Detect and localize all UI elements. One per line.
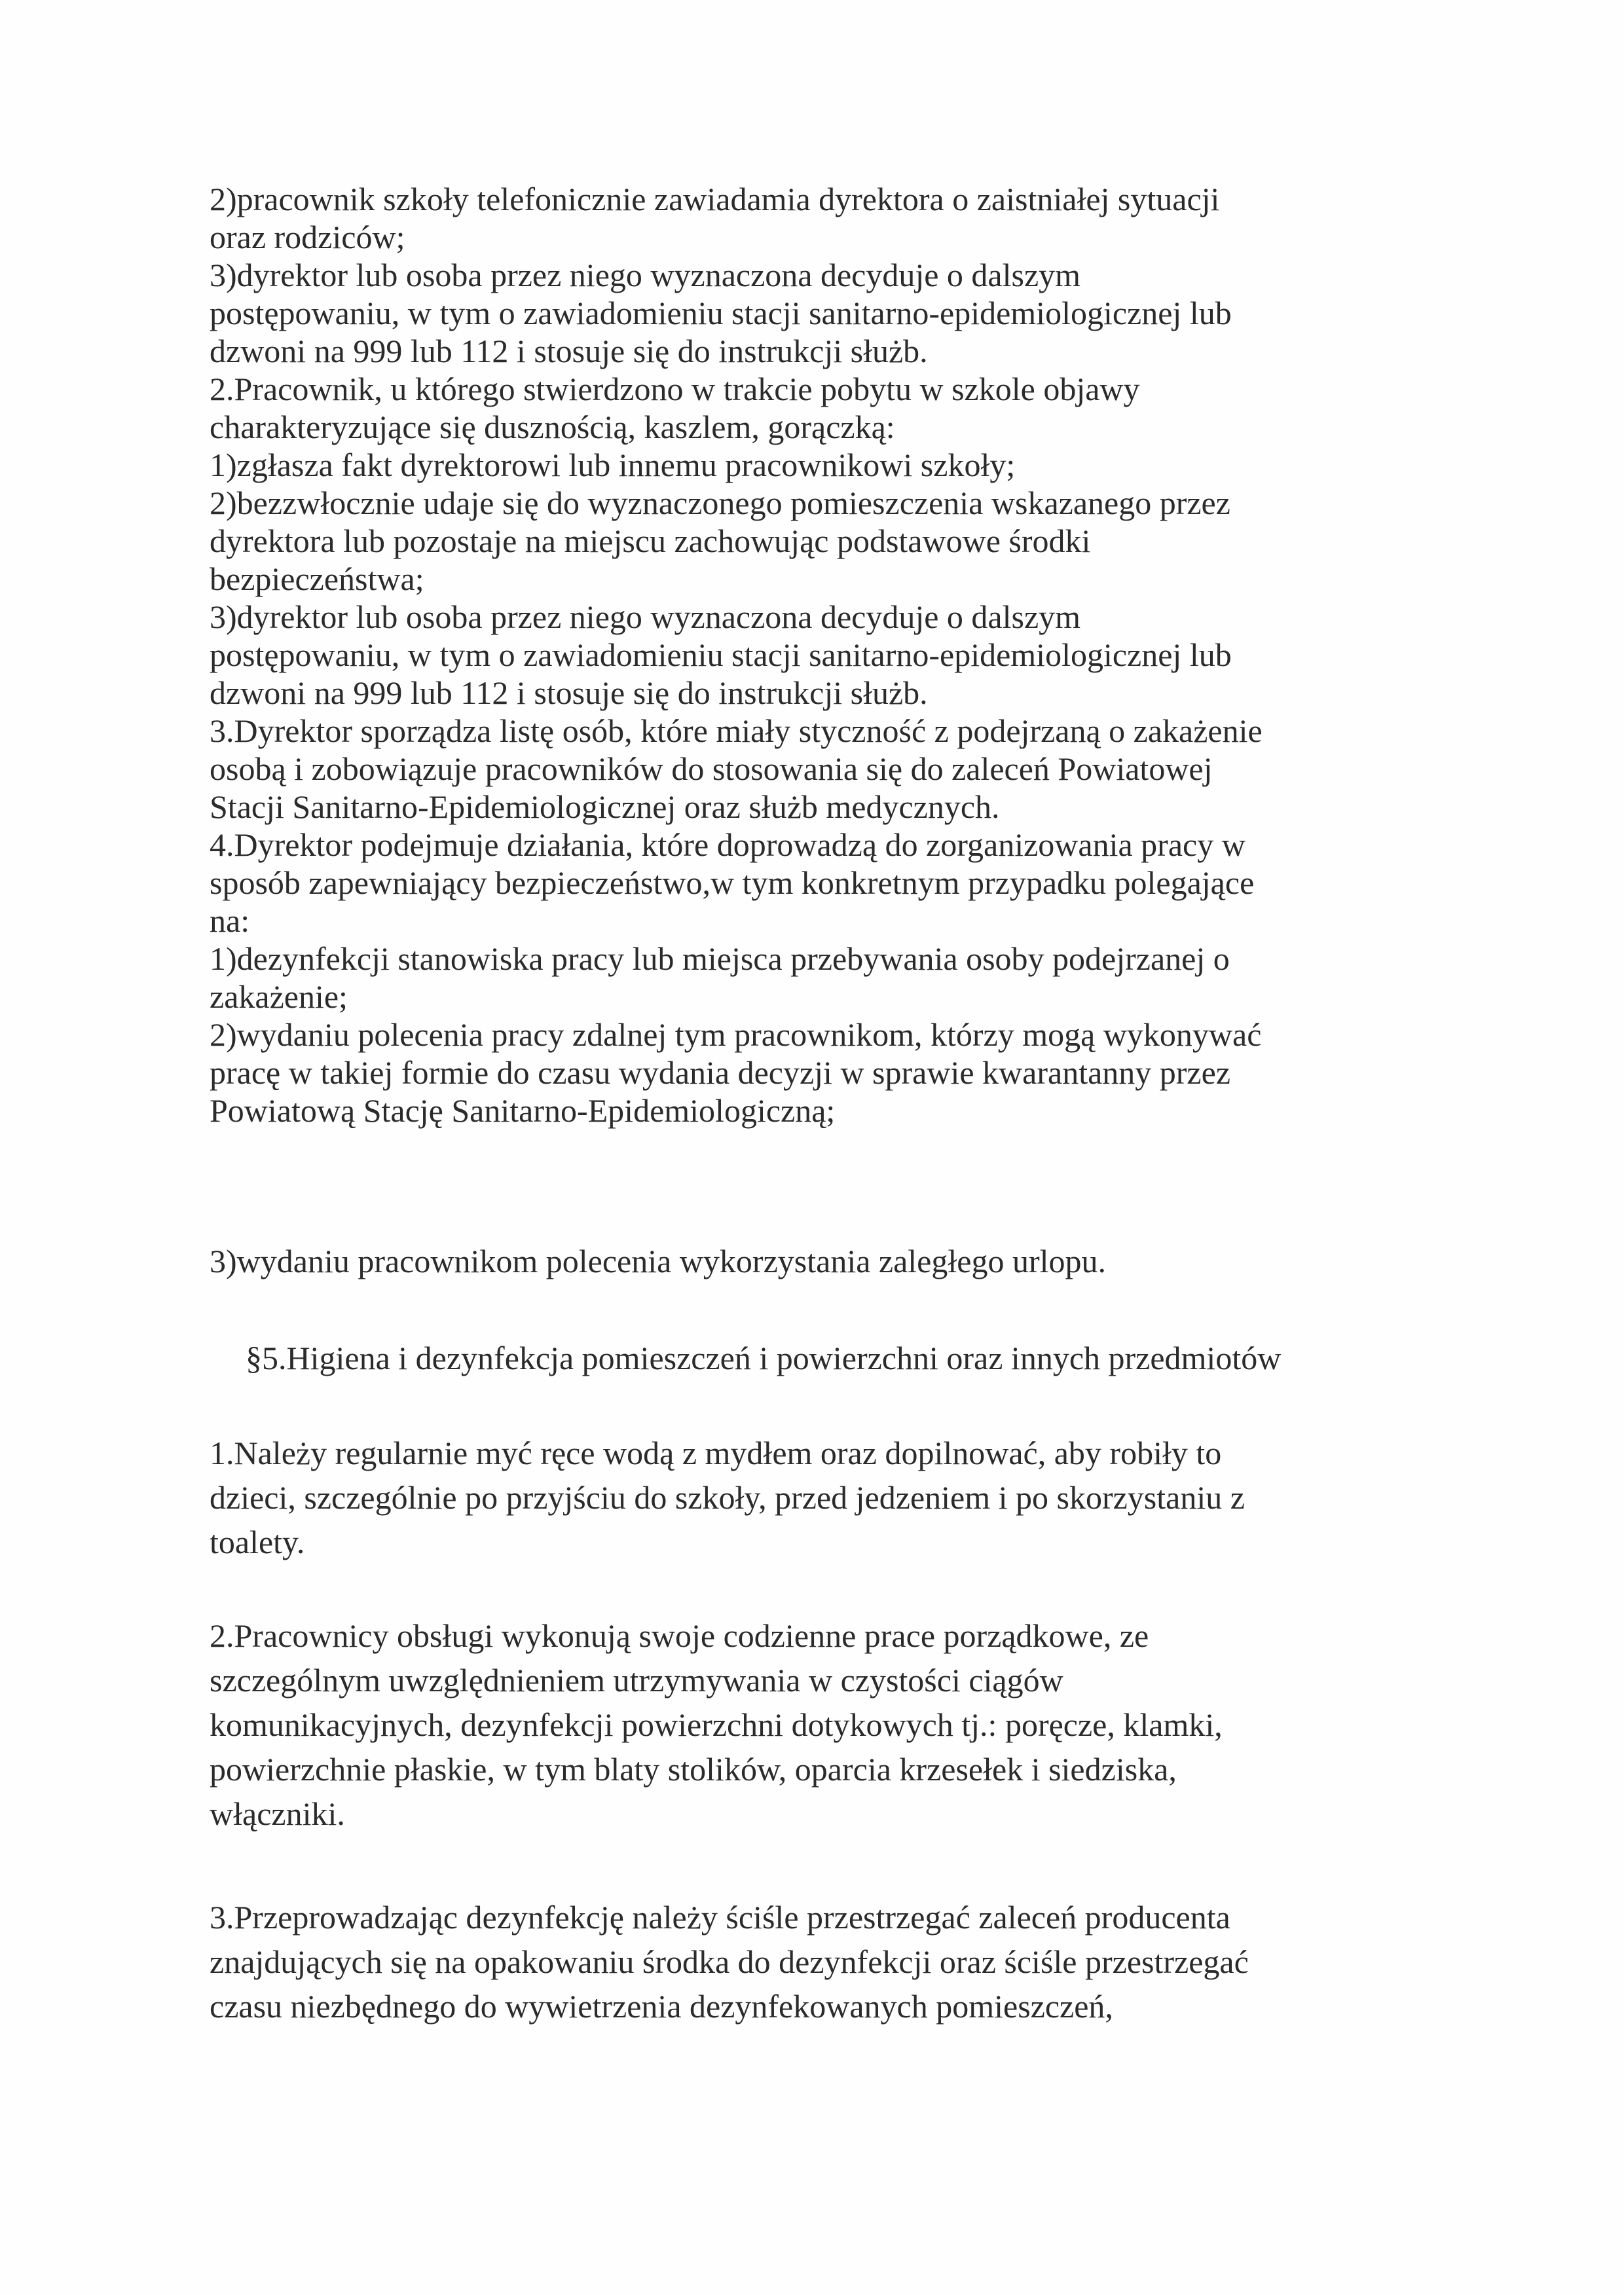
text-line: sposób zapewniający bezpieczeństwo,w tym konkretnym przypadku polegające xyxy=(210,864,1255,901)
text-line: Stacji Sanitarno-Epidemiologicznej oraz służb medycznych. xyxy=(210,788,1000,825)
text-line: 3)wydaniu pracownikom polecenia wykorzystania zaległego urlopu. xyxy=(210,1243,1106,1279)
text-line: 3.Dyrektor sporządza listę osób, które miały styczność z podejrzaną o zakażenie xyxy=(210,712,1263,749)
text-line: 2)bezzwłocznie udaje się do wyznaczonego pomieszczenia wskazanego przez xyxy=(210,485,1230,521)
text-line: Powiatową Stację Sanitarno-Epidemiologiczną; xyxy=(210,1092,836,1129)
text-line: pracę w takiej formie do czasu wydania decyzji w sprawie kwarantanny przez xyxy=(210,1054,1231,1091)
procedure-text-block xyxy=(210,180,1441,1129)
text-line: 3)dyrektor lub osoba przez niego wyznaczona decyduje o dalszym xyxy=(210,257,1081,293)
text-line: zakażenie; xyxy=(210,978,348,1015)
text-line: osobą i zobowiązuje pracowników do stosowania się do zaleceń Powiatowej xyxy=(210,750,1213,787)
text-line: charakteryzujące się dusznością, kaszlem, gorączką: xyxy=(210,409,895,445)
text-line: dzieci, szczególnie po przyjściu do szkoły, przed jedzeniem i po skorzystaniu z xyxy=(210,1479,1245,1516)
text-line: powierzchnie płaskie, w tym blaty stolików, oparcia krzesełek i siedziska, xyxy=(210,1751,1177,1788)
text-line: oraz rodziców; xyxy=(210,219,405,255)
list-item-3-block xyxy=(210,1239,1441,1283)
text-line: postępowaniu, w tym o zawiadomieniu stacji sanitarno-epidemiologicznej lub xyxy=(210,636,1232,673)
text-line: 1)dezynfekcji stanowiska pracy lub miejsca przebywania osoby podejrzanej o xyxy=(210,940,1230,977)
paragraph-1 xyxy=(210,1431,1441,1564)
paragraph-3 xyxy=(210,1895,1441,2029)
text-line: 2.Pracownicy obsługi wykonują swoje codzienne prace porządkowe, ze xyxy=(210,1617,1149,1654)
text-line: postępowaniu, w tym o zawiadomieniu stacji sanitarno-epidemiologicznej lub xyxy=(210,295,1232,331)
text-line: dzwoni na 999 lub 112 i stosuje się do instrukcji służb. xyxy=(210,674,928,711)
text-line: toalety. xyxy=(210,1524,305,1560)
text-line: włączniki. xyxy=(210,1795,345,1832)
text-line: 2)pracownik szkoły telefonicznie zawiadamia dyrektora o zaistniałej sytuacji xyxy=(210,181,1220,217)
text-line: 2.Pracownik, u którego stwierdzono w trakcie pobytu w szkole objawy xyxy=(210,371,1140,407)
text-line: dyrektora lub pozostaje na miejscu zachowując podstawowe środki xyxy=(210,523,1091,559)
text-line: dzwoni na 999 lub 112 i stosuje się do instrukcji służb. xyxy=(210,333,928,369)
section-heading: §5.Higiena i dezynfekcja pomieszczeń i powierzchni oraz innych przedmiotów xyxy=(246,1340,1282,1376)
text-line: na: xyxy=(210,902,250,939)
text-line: 1.Należy regularnie myć ręce wodą z mydłem oraz dopilnować, aby robiły to xyxy=(210,1435,1222,1471)
text-line: znajdujących się na opakowaniu środka do dezynfekcji oraz ściśle przestrzegać xyxy=(210,1943,1249,1980)
text-line: czasu niezbędnego do wywietrzenia dezynfekowanych pomieszczeń, xyxy=(210,1988,1113,2025)
paragraph-2 xyxy=(210,1613,1441,1836)
text-line: komunikacyjnych, dezynfekcji powierzchni dotykowych tj.: poręcze, klamki, xyxy=(210,1706,1223,1743)
text-line: bezpieczeństwa; xyxy=(210,560,424,597)
text-line: 4.Dyrektor podejmuje działania, które doprowadzą do zorganizowania pracy w xyxy=(210,826,1246,863)
text-line: 3)dyrektor lub osoba przez niego wyznaczona decyduje o dalszym xyxy=(210,598,1081,635)
text-line: 3.Przeprowadzając dezynfekcję należy ściśle przestrzegać zaleceń producenta xyxy=(210,1899,1230,1936)
text-line: 1)zgłasza fakt dyrektorowi lub innemu pracownikowi szkoły; xyxy=(210,447,1016,483)
text-line: szczególnym uwzględnieniem utrzymywania w czystości ciągów xyxy=(210,1662,1063,1698)
text-line: 2)wydaniu polecenia pracy zdalnej tym pracownikom, którzy mogą wykonywać xyxy=(210,1016,1262,1053)
